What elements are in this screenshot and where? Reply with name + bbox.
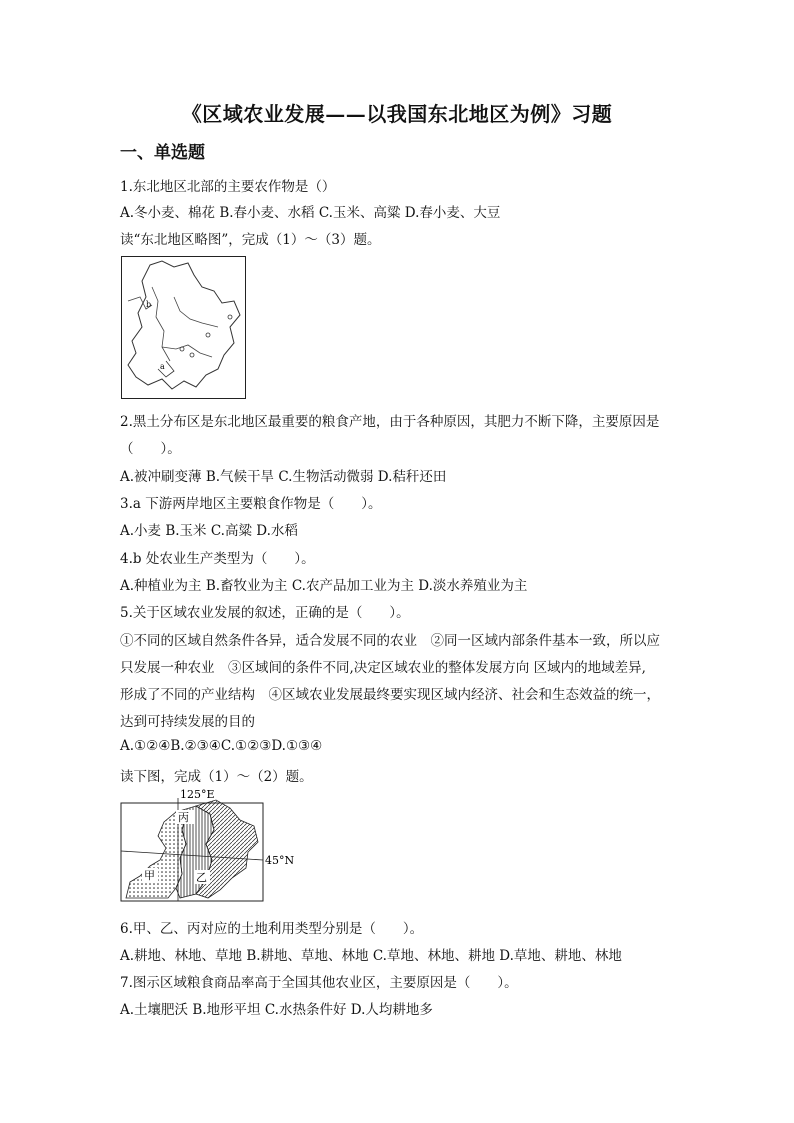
map1-label-a: a (160, 362, 165, 371)
question-6-options: A.耕地、林地、草地 B.耕地、草地、林地 C.草地、林地、耕地 D.草地、耕地、林地 (120, 948, 622, 964)
question-2: 2.黑土分布区是东北地区最重要的粮食产地，由于各种原因，其肥力不断下降，主要原因是 (120, 414, 660, 430)
question-2-options: A.被冲刷变薄 B.气候干旱 C.生物活动微弱 D.秸秆还田 (120, 469, 447, 485)
question-7-options: A.土壤肥沃 B.地形平坦 C.水热条件好 D.人均耕地多 (120, 1002, 433, 1018)
page-title: 《区域农业发展——以我国东北地区为例》习题 (181, 102, 613, 126)
question-5-statement-3: 形成了不同的产业结构 ④区域农业发展最终要实现区域内经济、社会和生态效益的统一， (120, 687, 660, 703)
map1-label-b: b (146, 300, 152, 309)
question-7: 7.图示区域粮食商品率高于全国其他农业区，主要原因是（ ）。 (120, 975, 518, 991)
question-5-statement-2: 只发展一种农业 ③区域间的条件不同,决定区域农业的整体发展方向 区域内的地域差异, (120, 660, 646, 676)
question-1-options: A.冬小麦、棉花 B.春小麦、水稻 C.玉米、高粱 D.春小麦、大豆 (120, 205, 501, 221)
question-3: 3.a 下游两岸地区主要粮食作物是（ ）。 (120, 496, 382, 512)
question-4: 4.b 处农业生产类型为（ ）。 (120, 551, 315, 567)
landuse-map-drawing (120, 786, 300, 906)
zone-jia-label: 甲 (144, 869, 155, 882)
question-4-options: A.种植业为主 B.畜牧业为主 C.农产品加工业为主 D.淡水养殖业为主 (120, 578, 528, 594)
map1-instruction: 读“东北地区略图”，完成（1）～（3）题。 (120, 232, 381, 248)
question-3-options: A.小麦 B.玉米 C.高粱 D.水稻 (120, 523, 298, 539)
question-5: 5.关于区域农业发展的叙述，正确的是（ ）。 (120, 605, 410, 621)
longitude-label: 125°E (180, 788, 215, 801)
question-5-options: A.①②④B.②③④C.①②③D.①③④ (120, 738, 323, 754)
latitude-label: 45°N (265, 854, 295, 867)
question-1: 1.东北地区北部的主要农作物是（） (120, 179, 336, 195)
landuse-map (120, 786, 300, 906)
northeast-map (121, 256, 246, 399)
northeast-map-drawing (122, 257, 245, 398)
zone-bing-label: 丙 (178, 811, 189, 824)
question-2-blank: （ ）。 (120, 441, 181, 457)
question-5-statement-1: ①不同的区域自然条件各异，适合发展不同的农业 ②同一区域内部条件基本一致，所以应 (120, 633, 660, 649)
section-heading: 一、单选题 (120, 143, 205, 163)
question-5-statement-4: 达到可持续发展的目的 (120, 714, 255, 730)
zone-yi-label: 乙 (196, 871, 207, 884)
map2-instruction: 读下图，完成（1）～（2）题。 (120, 769, 313, 785)
question-6: 6.甲、乙、丙对应的土地利用类型分别是（ ）。 (120, 921, 424, 937)
